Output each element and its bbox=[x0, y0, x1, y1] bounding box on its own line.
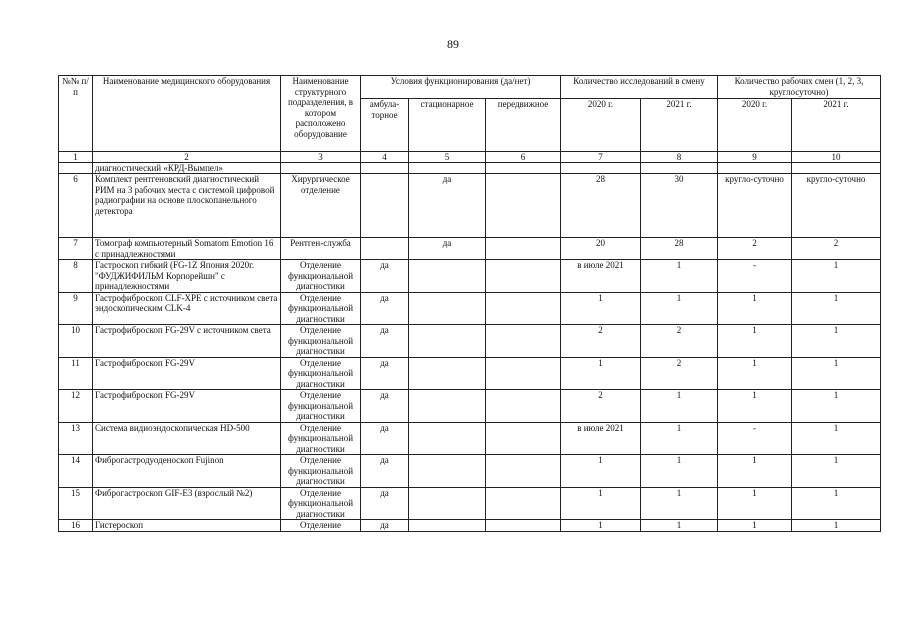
equipment-name: Фиброгастродуоденоскоп Fujinon bbox=[93, 455, 281, 488]
studies-2020: в июле 2021 bbox=[561, 422, 641, 455]
studies-2021: 30 bbox=[641, 174, 718, 238]
cell-empty bbox=[281, 163, 361, 174]
division-name: Рентген-служба bbox=[281, 238, 361, 260]
row-number: 7 bbox=[59, 238, 93, 260]
shifts-2021: 1 bbox=[792, 455, 881, 488]
shifts-2021: 1 bbox=[792, 292, 881, 325]
header-shifts-2021: 2021 г. bbox=[792, 99, 881, 152]
table-row bbox=[59, 487, 881, 520]
shifts-2020: кругло-суточно bbox=[718, 174, 792, 238]
studies-2020: 1 bbox=[561, 455, 641, 488]
studies-2020: 28 bbox=[561, 174, 641, 238]
row-number: 9 bbox=[59, 292, 93, 325]
header-num: №№ п/п bbox=[59, 76, 93, 152]
division-name: Хирургическое отделение bbox=[281, 174, 361, 238]
row-number: 10 bbox=[59, 325, 93, 358]
studies-2020: 2 bbox=[561, 325, 641, 358]
division-name: Отделение функциональной диагностики bbox=[281, 390, 361, 423]
equipment-name: Гистероскоп bbox=[93, 520, 281, 532]
equipment-name: Система видиоэндоскопическая HD-500 bbox=[93, 422, 281, 455]
col-number: 3 bbox=[281, 152, 361, 163]
condition-ambulatory bbox=[361, 238, 409, 260]
studies-2020: 2 bbox=[561, 390, 641, 423]
studies-2020: 1 bbox=[561, 357, 641, 390]
condition-stationary bbox=[409, 487, 486, 520]
header-row-1 bbox=[59, 76, 881, 99]
cell-empty bbox=[561, 163, 641, 174]
header-ambul: амбула-торное bbox=[361, 99, 409, 152]
equipment-name: Гастрофиброскоп FG-29V bbox=[93, 390, 281, 423]
equipment-name: Гастрофиброскоп CLF-XPE с источником света эндоскопическим CLK-4 bbox=[93, 292, 281, 325]
studies-2021: 1 bbox=[641, 390, 718, 423]
condition-ambulatory: да bbox=[361, 390, 409, 423]
condition-stationary bbox=[409, 260, 486, 293]
condition-ambulatory: да bbox=[361, 422, 409, 455]
shifts-2020: 1 bbox=[718, 357, 792, 390]
division-name: Отделение функциональной диагностики bbox=[281, 292, 361, 325]
condition-mobile bbox=[486, 390, 561, 423]
division-name: Отделение функциональной диагностики bbox=[281, 325, 361, 358]
condition-mobile bbox=[486, 520, 561, 532]
condition-mobile bbox=[486, 238, 561, 260]
division-name: Отделение функциональной диагностики bbox=[281, 357, 361, 390]
table-row bbox=[59, 325, 881, 358]
condition-stationary: да bbox=[409, 174, 486, 238]
table-row bbox=[59, 292, 881, 325]
condition-stationary bbox=[409, 357, 486, 390]
header-division: Наименование структурного подразделения, в котором расположено оборудование bbox=[281, 76, 361, 152]
table-row bbox=[59, 260, 881, 293]
row-number: 11 bbox=[59, 357, 93, 390]
shifts-2020: - bbox=[718, 422, 792, 455]
header-shifts: Количество рабочих смен (1, 2, 3, круглосуточно) bbox=[718, 76, 881, 99]
equipment-name: Гастрофиброскоп FG-29V bbox=[93, 357, 281, 390]
equipment-name: Комплект рентгеновский диагностический РИМ на 3 рабочих места с системой цифровой радиографии на основе плоскопанельного детектора bbox=[93, 174, 281, 238]
header-stat: стационарное bbox=[409, 99, 486, 152]
header-studies-2021: 2021 г. bbox=[641, 99, 718, 152]
studies-2021: 1 bbox=[641, 455, 718, 488]
studies-2020: 1 bbox=[561, 520, 641, 532]
col-number: 1 bbox=[59, 152, 93, 163]
row-number: 12 bbox=[59, 390, 93, 423]
shifts-2021: 1 bbox=[792, 422, 881, 455]
condition-mobile bbox=[486, 357, 561, 390]
equipment-table bbox=[58, 75, 881, 532]
col-number: 8 bbox=[641, 152, 718, 163]
condition-mobile bbox=[486, 260, 561, 293]
col-number: 6 bbox=[486, 152, 561, 163]
shifts-2021: 1 bbox=[792, 520, 881, 532]
shifts-2021: кругло-суточно bbox=[792, 174, 881, 238]
shifts-2020: 1 bbox=[718, 390, 792, 423]
col-number: 2 bbox=[93, 152, 281, 163]
shifts-2021: 2 bbox=[792, 238, 881, 260]
condition-ambulatory: да bbox=[361, 487, 409, 520]
cell-empty bbox=[409, 163, 486, 174]
condition-stationary bbox=[409, 325, 486, 358]
table-row bbox=[59, 390, 881, 423]
studies-2021: 1 bbox=[641, 292, 718, 325]
cell-empty bbox=[486, 163, 561, 174]
row-number: 15 bbox=[59, 487, 93, 520]
condition-ambulatory: да bbox=[361, 520, 409, 532]
studies-2020: в июле 2021 bbox=[561, 260, 641, 293]
shifts-2020: 1 bbox=[718, 292, 792, 325]
header-shifts-2020: 2020 г. bbox=[718, 99, 792, 152]
shifts-2021: 1 bbox=[792, 325, 881, 358]
table-row bbox=[59, 357, 881, 390]
table-row bbox=[59, 422, 881, 455]
shifts-2020: 2 bbox=[718, 238, 792, 260]
table-row bbox=[59, 520, 881, 532]
condition-ambulatory: да bbox=[361, 455, 409, 488]
studies-2021: 1 bbox=[641, 520, 718, 532]
col-number: 4 bbox=[361, 152, 409, 163]
col-number: 10 bbox=[792, 152, 881, 163]
equipment-name: Фиброгастроскоп GIF-E3 (взрослый №2) bbox=[93, 487, 281, 520]
cell-empty bbox=[718, 163, 792, 174]
header-conditions: Условия функционирования (да/нет) bbox=[361, 76, 561, 99]
shifts-2020: 1 bbox=[718, 455, 792, 488]
condition-mobile bbox=[486, 325, 561, 358]
shifts-2021: 1 bbox=[792, 260, 881, 293]
division-name: Отделение функциональной диагностики bbox=[281, 260, 361, 293]
equipment-name: Томограф компьютерный Somatom Emotion 16 с принадлежностями bbox=[93, 238, 281, 260]
header-studies: Количество исследований в смену bbox=[561, 76, 718, 99]
condition-ambulatory: да bbox=[361, 357, 409, 390]
table-row bbox=[59, 238, 881, 260]
cell-empty bbox=[641, 163, 718, 174]
shifts-2020: 1 bbox=[718, 325, 792, 358]
header-name: Наименование медицинского оборудования bbox=[93, 76, 281, 152]
division-name: Отделение функциональной диагностики bbox=[281, 487, 361, 520]
row-number: 6 bbox=[59, 174, 93, 238]
col-number: 7 bbox=[561, 152, 641, 163]
col-number: 5 bbox=[409, 152, 486, 163]
division-name: Отделение функциональной диагностики bbox=[281, 422, 361, 455]
condition-ambulatory: да bbox=[361, 260, 409, 293]
studies-2021: 1 bbox=[641, 260, 718, 293]
row-number: 16 bbox=[59, 520, 93, 532]
row-number: 8 bbox=[59, 260, 93, 293]
shifts-2021: 1 bbox=[792, 487, 881, 520]
col-number: 9 bbox=[718, 152, 792, 163]
row-number: 13 bbox=[59, 422, 93, 455]
table-row bbox=[59, 174, 881, 238]
studies-2021: 2 bbox=[641, 357, 718, 390]
shifts-2020: - bbox=[718, 260, 792, 293]
studies-2020: 1 bbox=[561, 292, 641, 325]
condition-stationary bbox=[409, 292, 486, 325]
shifts-2021: 1 bbox=[792, 390, 881, 423]
header-mobile: передвижное bbox=[486, 99, 561, 152]
condition-stationary bbox=[409, 390, 486, 423]
studies-2021: 1 bbox=[641, 422, 718, 455]
continuation-row bbox=[59, 163, 881, 174]
condition-ambulatory: да bbox=[361, 292, 409, 325]
page-number: 89 bbox=[447, 37, 459, 51]
shifts-2021: 1 bbox=[792, 357, 881, 390]
condition-mobile bbox=[486, 292, 561, 325]
cell-empty bbox=[59, 163, 93, 174]
shifts-2020: 1 bbox=[718, 487, 792, 520]
condition-ambulatory bbox=[361, 174, 409, 238]
studies-2021: 2 bbox=[641, 325, 718, 358]
studies-2021: 28 bbox=[641, 238, 718, 260]
equipment-name: Гастрофиброскоп FG-29V с источником света bbox=[93, 325, 281, 358]
continuation-text: диагностический «КРД-Вымпел» bbox=[93, 163, 281, 174]
equipment-name: Гастроскоп гибкий (FG-1Z Япония 2020г. "ФУДЖИФИЛЬМ Корпорейшн" с принадлежностями bbox=[93, 260, 281, 293]
column-number-row bbox=[59, 152, 881, 163]
header-studies-2020: 2020 г. bbox=[561, 99, 641, 152]
condition-stationary: да bbox=[409, 238, 486, 260]
cell-empty bbox=[792, 163, 881, 174]
cell-empty bbox=[361, 163, 409, 174]
condition-ambulatory: да bbox=[361, 325, 409, 358]
condition-stationary bbox=[409, 520, 486, 532]
division-name: Отделение bbox=[281, 520, 361, 532]
table-row bbox=[59, 455, 881, 488]
studies-2021: 1 bbox=[641, 487, 718, 520]
condition-mobile bbox=[486, 174, 561, 238]
condition-mobile bbox=[486, 455, 561, 488]
division-name: Отделение функциональной диагностики bbox=[281, 455, 361, 488]
condition-stationary bbox=[409, 455, 486, 488]
shifts-2020: 1 bbox=[718, 520, 792, 532]
condition-mobile bbox=[486, 487, 561, 520]
condition-mobile bbox=[486, 422, 561, 455]
row-number: 14 bbox=[59, 455, 93, 488]
studies-2020: 20 bbox=[561, 238, 641, 260]
studies-2020: 1 bbox=[561, 487, 641, 520]
condition-stationary bbox=[409, 422, 486, 455]
